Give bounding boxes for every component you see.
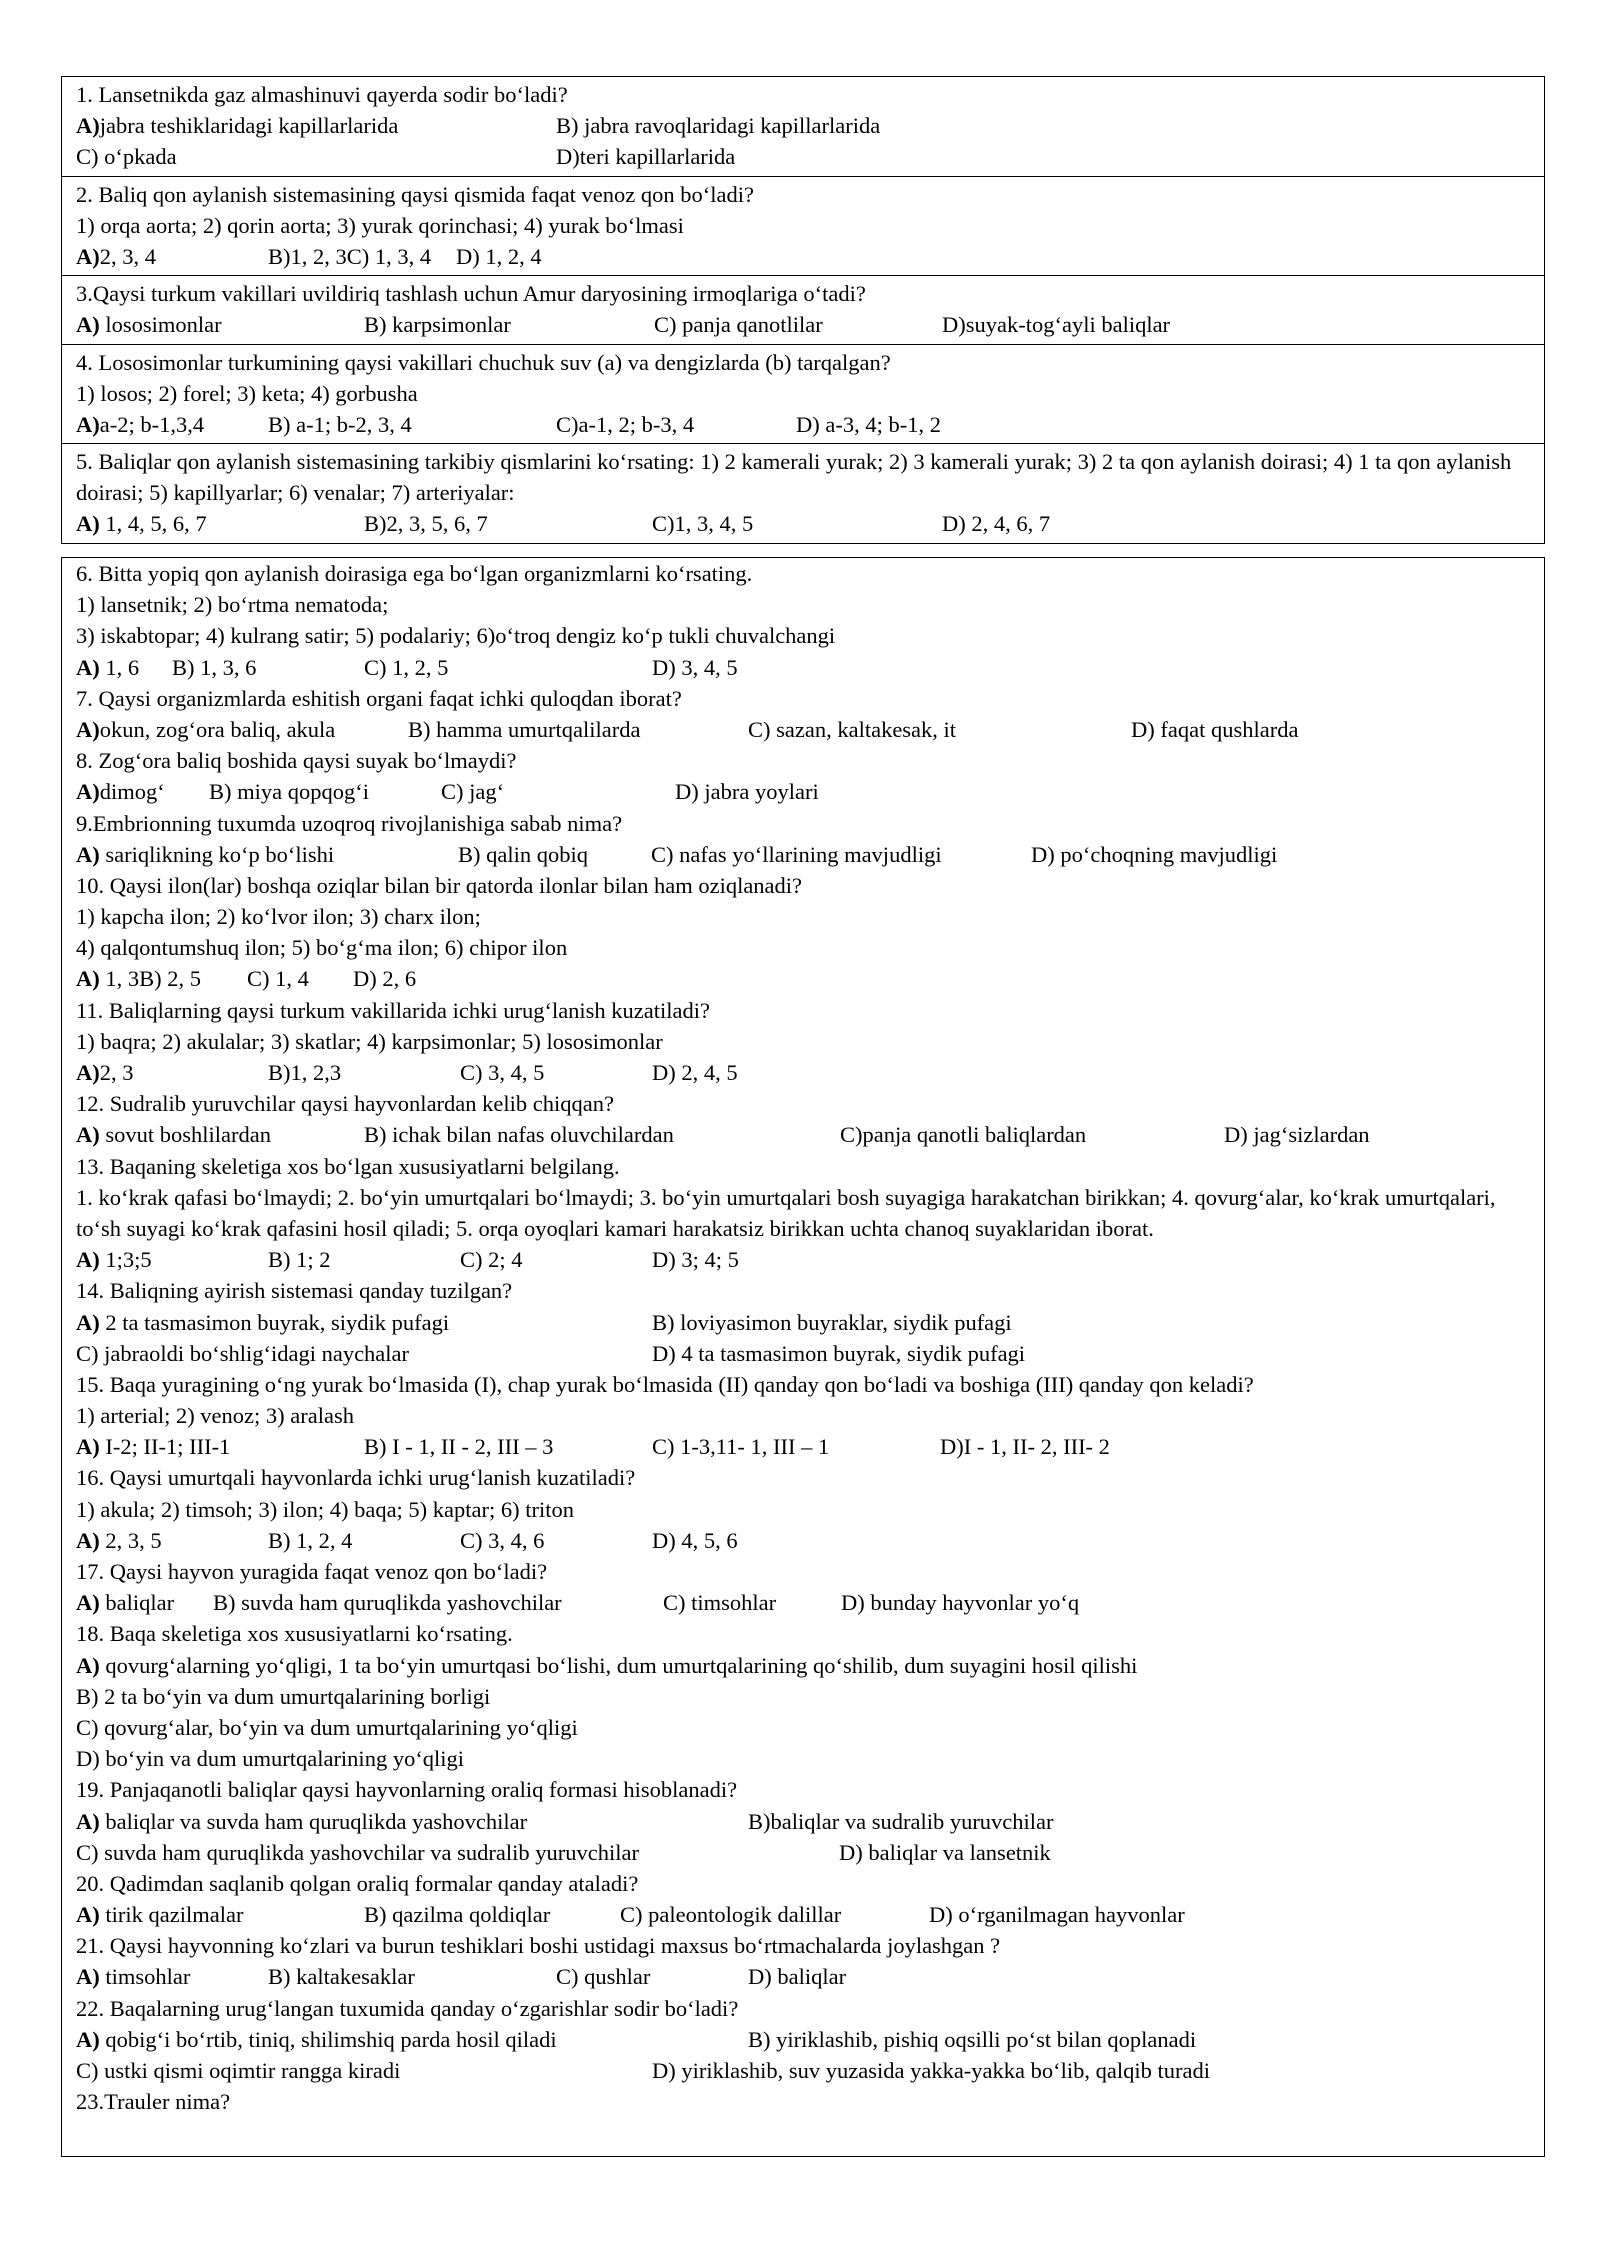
question-text: 18. Baqa skeletiga xos xususiyatlarni ko‘rsating. <box>76 1621 513 1647</box>
question-block <box>62 1088 1544 1150</box>
question-block <box>62 558 1544 683</box>
question-line: 1) kapcha ilon; 2) ko‘lvor ilon; 3) charx ilon; <box>76 904 481 930</box>
answer-option: C) 3, 4, 6 <box>460 1527 545 1553</box>
question-text: 12. Sudralib yuruvchilar qaysi hayvonlardan kelib chiqqan? <box>76 1091 614 1117</box>
answer-option: D) faqat qushlarda <box>1131 716 1299 742</box>
answer-options <box>76 1431 1534 1462</box>
answer-option: B) 1, 3, 6 <box>172 654 257 680</box>
question-block <box>62 176 1544 276</box>
answer-option: A) sovut boshlilardan <box>76 1122 271 1148</box>
answer-option: C) paleontologik dalillar <box>620 1902 842 1928</box>
answer-option: D) yiriklashib, suv yuzasida yakka-yakka bo‘lib, qalqib turadi <box>652 2058 1210 2084</box>
answer-option: B) kaltakesaklar <box>268 1964 415 1990</box>
answer-option: A)dimog‘ <box>76 779 165 805</box>
answer-option: A)jabra teshiklaridagi kapillarlarida <box>76 113 399 139</box>
question-block <box>62 683 1544 745</box>
question-text: 6. Bitta yopiq qon aylanish doirasiga ega bo‘lgan organizmlarni ko‘rsating. <box>76 561 753 586</box>
question-text: 21. Qaysi hayvonning ko‘zlari va burun teshiklari boshi ustidagi maxsus bo‘rtmachalarda joylashgan ? <box>76 1933 1001 1959</box>
answer-option: D) 1, 2, 4 <box>456 243 542 269</box>
answer-option: A) 2 ta tasmasimon buyrak, siydik pufagi <box>76 1309 450 1335</box>
answer-option: D) bunday hayvonlar yo‘q <box>841 1590 1080 1616</box>
question-block <box>62 995 1544 1089</box>
answer-option: D) baliqlar <box>748 1964 847 1990</box>
answer-option: A) timsohlar <box>76 1964 191 1990</box>
answer-option: C) timsohlar <box>663 1590 777 1616</box>
answer-option: B) 1, 2, 4 <box>268 1527 353 1553</box>
answer-option: C) o‘pkada <box>76 144 177 170</box>
answer-option: D) 3, 4, 5 <box>652 654 738 680</box>
question-line: 1) arterial; 2) venoz; 3) aralash <box>76 1403 354 1429</box>
question-text: 17. Qaysi hayvon yuragida faqat venoz qon bo‘ladi? <box>76 1559 548 1585</box>
option-letter: A) <box>76 841 100 867</box>
option-letter: A) <box>76 1060 100 1085</box>
option-letter: A) <box>76 1434 100 1460</box>
option-letter: A) <box>76 113 100 139</box>
answer-option: B) miya qopqog‘i <box>209 779 369 805</box>
question-text: 20. Qadimdan saqlanib qolgan oraliq formalar qanday ataladi? <box>76 1870 639 1896</box>
question-block <box>62 344 1544 444</box>
answer-option: B) jabra ravoqlaridagi kapillarlarida <box>556 113 881 139</box>
answer-option: D) 2, 4, 5 <box>652 1060 738 1085</box>
answer-option: C)1, 3, 4, 5 <box>652 511 754 537</box>
answer-option: B)1, 2, 3C) 1, 3, 4 <box>268 243 432 269</box>
answer-option: B) suvda ham quruqlikda yashovchilar <box>213 1590 562 1616</box>
option-letter: A) <box>76 1309 100 1335</box>
answer-option: C) panja qanotlilar <box>654 312 823 338</box>
answer-line: B) 2 ta bo‘yin va dum umurtqalarining borligi <box>76 1683 491 1709</box>
answer-options <box>76 963 1534 994</box>
answer-option: C)a-1, 2; b-3, 4 <box>556 411 695 437</box>
question-block <box>62 1369 1544 1463</box>
question-text: 14. Baliqning ayirish sistemasi qanday tuzilgan? <box>76 1278 513 1304</box>
answer-option: D) 4, 5, 6 <box>652 1527 738 1553</box>
answer-options <box>76 1837 1534 1868</box>
answer-option: A) sariqlikning ko‘p bo‘lishi <box>76 841 335 867</box>
answer-option: A) 2, 3, 5 <box>76 1527 162 1553</box>
question-block <box>62 275 1544 343</box>
answer-options <box>76 776 1534 807</box>
option-letter: A) <box>76 411 100 437</box>
answer-option: C) qushlar <box>556 1964 651 1990</box>
answer-options <box>76 1338 1534 1369</box>
answer-option: B) loviyasimon buyraklar, siydik pufagi <box>652 1309 1012 1335</box>
answer-options <box>76 110 1534 141</box>
question-line: 1) akula; 2) timsoh; 3) ilon; 4) baqa; 5) kaptar; 6) triton <box>76 1496 575 1522</box>
question-line: 1) losos; 2) forel; 3) keta; 4) gorbusha <box>76 380 418 406</box>
question-text: 22. Baqalarning urug‘langan tuxumida qanday o‘zgarishlar sodir bo‘ladi? <box>76 1995 739 2021</box>
answer-options <box>76 2024 1534 2055</box>
option-letter: A) <box>76 312 100 338</box>
answer-options <box>76 409 1534 440</box>
option-letter: A) <box>76 779 100 805</box>
question-text: 13. Baqaning skeletiga xos bo‘lgan xususiyatlarni belgilang. <box>76 1153 620 1179</box>
question-block <box>62 1618 1544 1774</box>
answer-option: C) 1-3,11- 1, III – 1 <box>652 1434 830 1460</box>
answer-option: C) 1, 4 <box>247 966 309 992</box>
question-line: 1) lansetnik; 2) bo‘rtma nematoda; <box>76 592 389 618</box>
answer-option: A) lososimonlar <box>76 312 222 338</box>
answer-option: C)panja qanotli baliqlardan <box>840 1122 1087 1148</box>
option-letter: A) <box>76 654 100 680</box>
answer-option: C) 1, 2, 5 <box>364 654 449 680</box>
option-letter: A) <box>76 1652 100 1678</box>
answer-options <box>76 839 1534 870</box>
answer-option: B) a-1; b-2, 3, 4 <box>268 411 412 437</box>
answer-option: B) qazilma qoldiqlar <box>364 1902 551 1928</box>
answer-option: D)suyak-tog‘ayli baliqlar <box>942 312 1171 338</box>
answer-options <box>76 2055 1534 2086</box>
question-block <box>62 2086 1544 2117</box>
question-block <box>62 1774 1544 1868</box>
option-letter: A) <box>76 511 100 537</box>
questions-box-2 <box>61 557 1545 2157</box>
answer-options <box>76 1587 1534 1618</box>
answer-options <box>76 1057 1534 1088</box>
question-text: 19. Panjaqanotli baliqlar qaysi hayvonlarning oraliq formasi hisoblanadi? <box>76 1777 738 1803</box>
question-block <box>62 1462 1544 1556</box>
question-text: 8. Zog‘ora baliq boshida qaysi suyak bo‘lmaydi? <box>76 748 517 774</box>
answer-option: D) jabra yoylari <box>675 779 819 805</box>
answer-options <box>76 1307 1534 1338</box>
answer-option: D) 4 ta tasmasimon buyrak, siydik pufagi <box>652 1340 1026 1366</box>
option-letter: A) <box>76 1590 100 1616</box>
answer-options <box>76 1525 1534 1556</box>
answer-option: C) 2; 4 <box>460 1247 523 1273</box>
answer-option: D) 2, 6 <box>353 966 417 992</box>
question-block <box>62 77 1544 176</box>
answer-option: B) qalin qobiq <box>458 841 588 867</box>
answer-options <box>76 1961 1534 1992</box>
answer-option: B) hamma umurtqalilarda <box>408 716 641 742</box>
question-text: 10. Qaysi ilon(lar) boshqa oziqlar bilan bir qatorda ilonlar bilan ham oziqlanadi? <box>76 872 803 898</box>
answer-option: D) po‘choqning mavjudligi <box>1031 841 1278 867</box>
answer-option: A) 1, 4, 5, 6, 7 <box>76 511 207 537</box>
answer-option: D) baliqlar va lansetnik <box>839 1839 1051 1865</box>
answer-option: B) 1; 2 <box>268 1247 331 1273</box>
answer-options <box>76 241 1534 272</box>
option-letter: A) <box>76 716 100 742</box>
answer-option: B) ichak bilan nafas oluvchilardan <box>364 1122 674 1148</box>
answer-option: D) 3; 4; 5 <box>652 1247 739 1273</box>
answer-option: B)1, 2,3 <box>268 1060 342 1085</box>
answer-option: D) a-3, 4; b-1, 2 <box>796 411 941 437</box>
answer-options <box>76 652 1534 683</box>
question-line: 3) iskabtopar; 4) kulrang satir; 5) podalariy; 6)o‘troq dengiz ko‘p tukli chuvalchangi <box>76 623 836 649</box>
question-line: 4) qalqontumshuq ilon; 5) bo‘g‘ma ilon; 6) chipor ilon <box>76 935 568 961</box>
answer-options <box>76 141 1534 172</box>
answer-option: D)teri kapillarlarida <box>556 144 736 170</box>
answer-options <box>76 508 1534 539</box>
answer-option: C) jabraoldi bo‘shlig‘idagi naychalar <box>76 1340 410 1366</box>
question-text: 5. Baliqlar qon aylanish sistemasining tarkibiy qismlarini ko‘rsating: 1) 2 kamerali yurak; 2) 3 kamerali yurak; 3) 2 ta qon aylanish doirasi; 4) 1 ta qon aylanish doirasi; 5) kapillyarlar; 6) venalar; 7) arteriyalar: <box>76 449 1512 506</box>
option-letter: A) <box>76 2026 100 2052</box>
question-text: 16. Qaysi umurtqali hayvonlarda ichki urug‘lanish kuzatiladi? <box>76 1465 636 1491</box>
answer-options <box>76 714 1534 745</box>
answer-option: C) sazan, kaltakesak, it <box>748 716 957 742</box>
answer-option: C) jag‘ <box>441 779 505 805</box>
answer-option: A) qovurg‘alarning yo‘qligi, 1 ta bo‘yin umurtqasi bo‘lishi, dum umurtqalarining qo‘shilib, dum suyagini hosil qilishi <box>76 1652 1138 1678</box>
answer-option: C) 3, 4, 5 <box>460 1060 545 1085</box>
question-block <box>62 1930 1544 1992</box>
answer-option: C) ustki qismi oqimtir rangga kiradi <box>76 2058 401 2084</box>
answer-option: C) suvda ham quruqlikda yashovchilar va sudralib yuruvchilar <box>76 1839 639 1865</box>
question-block <box>62 443 1544 543</box>
question-text: 23.Trauler nima? <box>76 2089 231 2115</box>
answer-option: A)2, 3 <box>76 1060 134 1085</box>
answer-options <box>76 1244 1534 1275</box>
answer-option: A) 1;3;5 <box>76 1247 152 1273</box>
question-block <box>62 1151 1544 1276</box>
option-letter: A) <box>76 1527 100 1553</box>
question-text: 9.Embrionning tuxumda uzoqroq rivojlanishiga sabab nima? <box>76 810 623 836</box>
answer-options <box>76 1119 1534 1150</box>
answer-options <box>76 1650 1534 1681</box>
question-block <box>62 1993 1544 2087</box>
answer-option: A) baliqlar <box>76 1590 175 1616</box>
answer-option: D) 2, 4, 6, 7 <box>942 511 1051 537</box>
question-line: 1) baqra; 2) akulalar; 3) skatlar; 4) karpsimonlar; 5) lososimonlar <box>76 1028 663 1054</box>
question-text: 3.Qaysi turkum vakillari uvildiriq tashlash uchun Amur daryosining irmoqlariga o‘tadi? <box>76 281 866 307</box>
answer-option: A)2, 3, 4 <box>76 243 156 269</box>
answer-option: C) nafas yo‘llarining mavjudligi <box>651 841 942 867</box>
question-text: 15. Baqa yuragining o‘ng yurak bo‘lmasida (I), chap yurak bo‘lmasida (II) qanday qon bo‘ladi va boshiga (III) qanday qon keladi? <box>76 1371 1254 1397</box>
answer-option: A) 1, 3B) 2, 5 <box>76 966 201 992</box>
option-letter: A) <box>76 1808 100 1834</box>
question-block <box>62 1275 1544 1369</box>
answer-option: A) I-2; II-1; III-1 <box>76 1434 231 1460</box>
answer-option: D)I - 1, II- 2, III- 2 <box>940 1434 1110 1460</box>
answer-option: D) o‘rganilmagan hayvonlar <box>929 1902 1185 1928</box>
answer-option: A) tirik qazilmalar <box>76 1902 244 1928</box>
question-block <box>62 745 1544 807</box>
question-line: 1. ko‘krak qafasi bo‘lmaydi; 2. bo‘yin umurtqalari bo‘lmaydi; 3. bo‘yin umurtqalari bosh suyagiga harakatchan birikkan; 4. qovurg‘alar, ko‘krak umurtqalari, to‘sh suyagi ko‘krak qafasini hosil qiladi; 5. orqa oyoqlari kamari harakatsiz birikkan uchta chanoq suyaklaridan iborat. <box>76 1184 1496 1241</box>
answer-option: D) jag‘sizlardan <box>1224 1122 1370 1148</box>
answer-options <box>76 1899 1534 1930</box>
answer-line: D) bo‘yin va dum umurtqalarining yo‘qligi <box>76 1746 465 1772</box>
answer-option: A)okun, zog‘ora baliq, akula <box>76 716 336 742</box>
question-block <box>62 808 1544 870</box>
answer-option: A) 1, 6 <box>76 654 140 680</box>
answer-option: B) karpsimonlar <box>364 312 511 338</box>
answer-options <box>76 1806 1534 1837</box>
question-text: 4. Lososimonlar turkumining qaysi vakillari chuchuk suv (a) va dengizlarda (b) tarqalgan? <box>76 349 891 375</box>
option-letter: A) <box>76 1964 100 1990</box>
answer-options <box>76 309 1534 340</box>
option-letter: A) <box>76 1902 100 1928</box>
option-letter: A) <box>76 966 100 992</box>
answer-option: B)baliqlar va sudralib yuruvchilar <box>748 1808 1054 1834</box>
option-letter: A) <box>76 1122 100 1148</box>
answer-option: B)2, 3, 5, 6, 7 <box>364 511 488 537</box>
question-block <box>62 1868 1544 1930</box>
question-text: 11. Baliqlarning qaysi turkum vakillarida ichki urug‘lanish kuzatiladi? <box>76 997 711 1023</box>
answer-option: B) I - 1, II - 2, III – 3 <box>364 1434 554 1460</box>
question-text: 2. Baliq qon aylanish sistemasining qaysi qismida faqat venoz qon bo‘ladi? <box>76 181 754 207</box>
option-letter: A) <box>76 1247 100 1273</box>
questions-table-1 <box>61 76 1545 544</box>
answer-option: A)a-2; b-1,3,4 <box>76 411 205 437</box>
question-text: 7. Qaysi organizmlarda eshitish organi faqat ichki quloqdan iborat? <box>76 685 682 711</box>
answer-line: C) qovurg‘alar, bo‘yin va dum umurtqalarining yo‘qligi <box>76 1714 578 1740</box>
option-letter: A) <box>76 243 100 269</box>
question-block <box>62 870 1544 995</box>
answer-option: B) yiriklashib, pishiq oqsilli po‘st bilan qoplanadi <box>748 2026 1197 2052</box>
question-block <box>62 1556 1544 1618</box>
question-line: 1) orqa aorta; 2) qorin aorta; 3) yurak qorinchasi; 4) yurak bo‘lmasi <box>76 212 684 238</box>
answer-option: A) baliqlar va suvda ham quruqlikda yashovchilar <box>76 1808 528 1834</box>
question-text: 1. Lansetnikda gaz almashinuvi qayerda sodir bo‘ladi? <box>76 82 568 107</box>
answer-option: A) qobig‘i bo‘rtib, tiniq, shilimshiq parda hosil qiladi <box>76 2026 557 2052</box>
